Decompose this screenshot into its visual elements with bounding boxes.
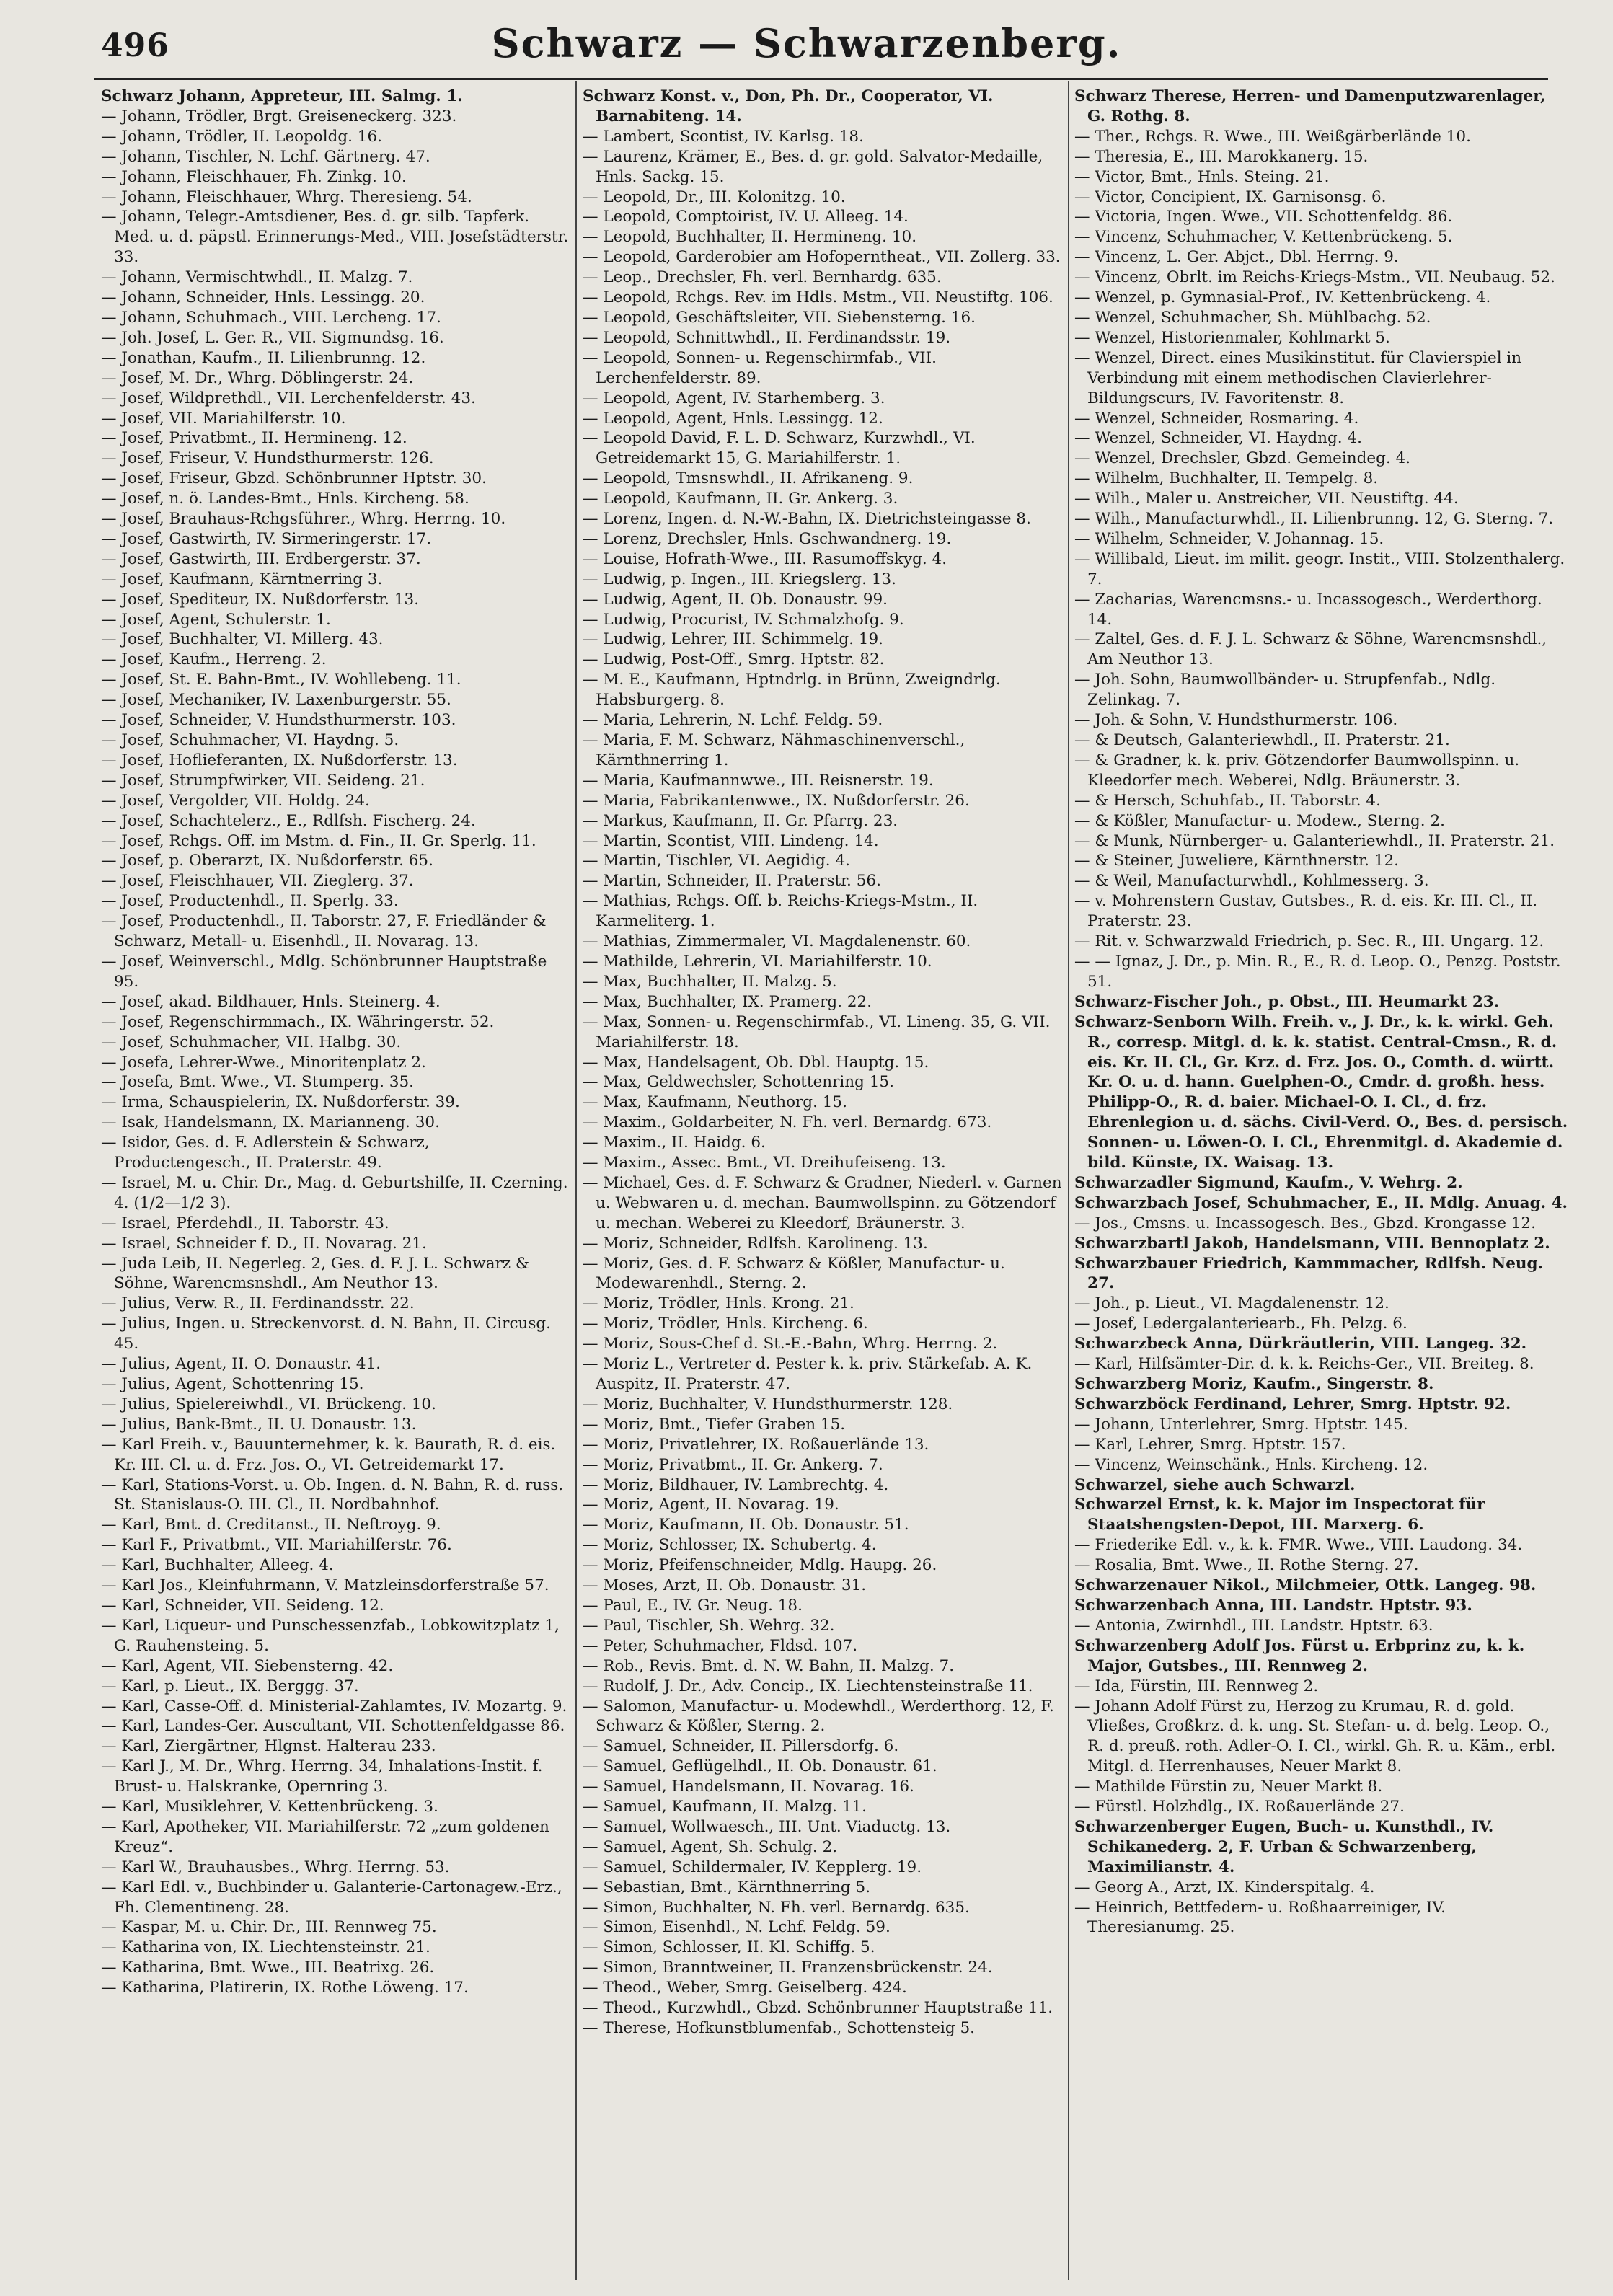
directory-entry: Schwarzbach Josef, Schuhmacher, E., II. Mdlg. Anuag. 4. [1074,1193,1568,1212]
directory-entry: — Ludwig, Agent, II. Ob. Donaustr. 99. [583,590,888,609]
directory-entry: — Martin, Tischler, VI. Aegidig. 4. [583,852,850,870]
directory-entry: — Karl Jos., Kleinfuhrmann, V. Matzleinsdorferstraße 57. [101,1576,549,1595]
directory-entry: — Salomon, Manufactur- u. Modewhdl., Werderthorg. 12, F. Schwarz & Kößler, Sterng. 2. [583,1697,1054,1736]
directory-entry: — Julius, Bank-Bmt., II. U. Donaustr. 13. [101,1415,417,1434]
directory-entry: — & Kößler, Manufactur- u. Modew., Sterng. 2. [1074,811,1445,830]
directory-entry: — Moses, Arzt, II. Ob. Donaustr. 31. [583,1576,867,1595]
directory-entry: — Josef, Regenschirmmach., IX. Währingerstr. 52. [101,1012,495,1031]
directory-entry: — Julius, Spielereiwhdl., VI. Brückeng. 10. [101,1395,436,1413]
directory-entry: — Isak, Handelsmann, IX. Marianneng. 30. [101,1113,440,1132]
directory-entry: — Josef, Ledergalanteriearb., Fh. Pelzg. 6. [1074,1315,1407,1333]
directory-entry: Schwarzenauer Nikol., Milchmeier, Ottk. Langeg. 98. [1074,1576,1537,1595]
directory-entry: — Max, Kaufmann, Neuthorg. 15. [583,1093,847,1112]
directory-entry: — Vincenz, Obrlt. im Reichs-Kriegs-Mstm., VII. Neubaug. 52. [1074,268,1555,287]
directory-entry: — Isidor, Ges. d. F. Adlerstein & Schwarz, Productengesch., II. Praterstr. 49. [101,1134,430,1173]
directory-entry: — Leopold David, F. L. D. Schwarz, Kurzwhdl., VI. Getreidemarkt 15, G. Mariahilferstr. 1. [583,429,976,468]
directory-entry: — Julius, Agent, II. O. Donaustr. 41. [101,1355,381,1374]
directory-entry: — Josef, Gastwirth, IV. Sirmeringerstr. 17. [101,529,432,548]
directory-entry: Schwarzenberger Eugen, Buch- u. Kunsthdl., IV. Schikanederg. 2, F. Urban & Schwarzenberg, Maximilianstr. 4. [1074,1817,1494,1876]
directory-entry: — Josef, Mechaniker, IV. Laxenburgerstr. 55. [101,691,451,710]
directory-entry: — Karl, Musiklehrer, V. Kettenbrückeng. 3. [101,1798,438,1816]
directory-entry: — Moriz, Agent, II. Novarag. 19. [583,1496,839,1514]
directory-entry: — Zacharias, Warencmsns.- u. Incassogesch., Werderthorg. 14. [1074,590,1542,629]
directory-entry: — Louise, Hofrath-Wwe., III. Rasumoffskyg. 4. [583,549,947,568]
directory-entry: — Theod., Weber, Smrg. Geiselberg. 424. [583,1979,907,1997]
directory-entry: — M. E., Kaufmann, Hptndrlg. in Brünn, Zweigndrlg. Habsburgerg. 8. [583,671,1001,710]
directory-entry: — Johann, Telegr.-Amtsdiener, Bes. d. gr. silb. Tapferk. Med. u. d. päpstl. Erinnerungs-Med., VIII. Josefstädterstr. 33. [101,208,569,267]
directory-entry: Schwarzadler Sigmund, Kaufm., V. Wehrg. 2. [1074,1173,1463,1192]
directory-entry: Schwarzbauer Friedrich, Kammmacher, Rdlfsh. Neug. 27. [1074,1254,1544,1293]
directory-entry: — Johann, Tischler, N. Lchf. Gärtnerg. 47. [101,147,430,166]
directory-entry: — Maria, Fabrikantenwwe., IX. Nußdorferstr. 26. [583,791,970,810]
directory-entry: — Moriz, Privatbmt., II. Gr. Ankerg. 7. [583,1455,883,1474]
directory-entry: — Maria, Kaufmannwwe., III. Reisnerstr. 19. [583,771,934,790]
directory-entry: — Leopold, Garderobier am Hofoperntheat., VII. Zollerg. 33. [583,248,1061,267]
directory-column-1 [101,87,570,2271]
directory-entry: Schwarzbartl Jakob, Handelsmann, VIII. Bennoplatz 2. [1074,1234,1550,1253]
directory-entry: — Josef, M. Dr., Whrg. Döblingerstr. 24. [101,368,414,387]
directory-entry: — Josefa, Lehrer-Wwe., Minoritenplatz 2. [101,1053,426,1072]
directory-entry: — Wenzel, Schneider, VI. Haydng. 4. [1074,429,1362,448]
directory-entry: — & Hersch, Schuhfab., II. Taborstr. 4. [1074,791,1381,810]
directory-entry: — Josef, Gastwirth, III. Erdbergerstr. 37. [101,549,421,568]
directory-entry: — Heinrich, Bettfedern- u. Roßhaarreiniger, IV. Theresianumg. 25. [1074,1898,1446,1937]
directory-entry: — Mathilde Fürstin zu, Neuer Markt 8. [1074,1778,1383,1796]
directory-entry: Schwarz-Senborn Wilh. Freih. v., J. Dr., k. k. wirkl. Geh. R., corresp. Mitgl. d. k. k. statist. Central-Cmsn., R. d. eis. Kr. II. Cl., Gr. Krz. d. Frz. Jos. O., Comth. d. württ. Kr. O. u. d. hann. Guelphen-O., Cmdr. d. großh. hess. Philipp-O., R. d. baier. Michael-O. I. Cl., d. frz. Ehrenlegion u. d. sächs. Civil-Verd. O., Bes. d. persisch. Sonnen- u. Löwen-O. I. Cl., Ehrenmitgl. d. Akademie d. bild. Künste, IX. Waisag. 13. [1074,1012,1568,1173]
directory-entry: — Johann, Schuhmach., VIII. Lercheng. 17. [101,308,441,327]
directory-entry: — Rudolf, J. Dr., Adv. Concip., IX. Liechtensteinstraße 11. [583,1677,1033,1695]
directory-entry: — Martin, Schneider, II. Praterstr. 56. [583,872,881,891]
directory-entry: — Josef, Hoflieferanten, IX. Nußdorferstr. 13. [101,751,458,769]
directory-entry: — Julius, Agent, Schottenring 15. [101,1375,364,1393]
directory-entry: — Ther., Rchgs. R. Wwe., III. Weißgärberlände 10. [1074,127,1471,146]
directory-entry: — Zaltel, Ges. d. F. J. L. Schwarz & Söhne, Warencmsnshdl., Am Neuthor 13. [1074,630,1547,669]
directory-entry: — Wilhelm, Buchhalter, II. Tempelg. 8. [1074,469,1379,488]
directory-entry: — Karl, Casse-Off. d. Ministerial-Zahlamtes, IV. Mozartg. 9. [101,1697,567,1716]
directory-entry: — Ludwig, Post-Off., Smrg. Hptstr. 82. [583,650,885,669]
directory-entry: — Wilh., Manufacturwhdl., II. Lilienbrunng. 12, G. Sterng. 7. [1074,510,1554,529]
directory-entry: — Moriz, Privatlehrer, IX. Roßauerlände 13. [583,1435,929,1454]
directory-entry: — Theresia, E., III. Marokkanerg. 15. [1074,147,1369,166]
directory-entry: — Josef, Privatbmt., II. Hermineng. 12. [101,429,407,448]
directory-entry: — Josef, n. ö. Landes-Bmt., Hnls. Kircheng. 58. [101,490,469,508]
directory-column-3 [1074,87,1568,2271]
directory-entry: — Samuel, Kaufmann, II. Malzg. 11. [583,1798,867,1816]
page-number: 496 [101,27,169,64]
directory-entry: — Julius, Ingen. u. Streckenvorst. d. N. Bahn, II. Circusg. 45. [101,1315,551,1354]
directory-entry: — Katharina von, IX. Liechtensteinstr. 21. [101,1938,430,1957]
directory-entry: Schwarzel, siehe auch Schwarzl. [1074,1475,1356,1494]
directory-entry: — Martin, Scontist, VIII. Lindeng. 14. [583,831,879,850]
directory-entry: — Johann Adolf Fürst zu, Herzog zu Krumau, R. d. gold. Vließes, Großkrz. d. k. ung. St. Stefan- u. d. belg. Leop. O., R. d. preuß. roth. Adler-O. I. Cl., wirkl. Gh. R. u. Käm., erbl. Mitgl. d. Herrenhauses, Neuer Markt 8. [1074,1697,1556,1776]
directory-entry: — Maria, F. M. Schwarz, Nähmaschinenverschl., Kärnthnerring 1. [583,731,965,769]
directory-entry: — Ida, Fürstin, III. Rennweg 2. [1074,1677,1319,1695]
directory-entry: — Moriz, Bildhauer, IV. Lambrechtg. 4. [583,1475,889,1494]
directory-entry: — Maria, Lehrerin, N. Lchf. Feldg. 59. [583,711,883,730]
directory-entry: — Moriz, Sous-Chef d. St.-E.-Bahn, Whrg. Herrng. 2. [583,1335,998,1354]
directory-entry: — Kaspar, M. u. Chir. Dr., III. Rennweg 75. [101,1918,437,1937]
column-divider [1068,81,1069,2280]
directory-entry: Schwarzböck Ferdinand, Lehrer, Smrg. Hptstr. 92. [1074,1395,1511,1413]
directory-entry: — Lambert, Scontist, IV. Karlsg. 18. [583,127,864,146]
directory-entry: — Joh. Sohn, Baumwollbänder- u. Strupfenfab., Ndlg. Zelinkag. 7. [1074,671,1496,710]
directory-entry: — Lorenz, Ingen. d. N.-W.-Bahn, IX. Dietrichsteingasse 8. [583,510,1031,529]
directory-entry: — Karl, Buchhalter, Alleeg. 4. [101,1556,334,1575]
directory-entry: — Leopold, Kaufmann, II. Gr. Ankerg. 3. [583,490,898,508]
directory-entry: — Josef, Kaufm., Herreng. 2. [101,650,327,669]
directory-entry: — Josef, Buchhalter, VI. Millerg. 43. [101,630,384,649]
directory-entry: — Josef, Brauhaus-Rchgsführer., Whrg. Herrng. 10. [101,510,506,529]
directory-entry: — Karl J., M. Dr., Whrg. Herrng. 34, Inhalations-Instit. f. Brust- u. Halskranke, Opernring 3. [101,1757,543,1796]
directory-entry: — Josef, Productenhdl., II. Taborstr. 27, F. Friedländer & Schwarz, Metall- u. Eisenhdl., II. Novarag. 13. [101,912,547,951]
directory-entry: — & Gradner, k. k. priv. Götzendorfer Baumwollspinn. u. Kleedorfer mech. Weberei, Ndlg. Bräunerstr. 3. [1074,751,1520,790]
directory-entry: — Mathias, Zimmermaler, VI. Magdalenenstr. 60. [583,932,971,951]
directory-entry: — Katharina, Bmt. Wwe., III. Beatrixg. 26. [101,1959,435,1977]
directory-entry: — Katharina, Platirerin, IX. Rothe Löweng. 17. [101,1979,469,1997]
directory-entry: — Karl Edl. v., Buchbinder u. Galanterie-Cartonagew.-Erz., Fh. Clementineng. 28. [101,1878,562,1917]
directory-entry: Schwarzberg Moriz, Kaufm., Singerstr. 8. [1074,1375,1434,1393]
directory-entry: — Karl, Landes-Ger. Auscultant, VII. Schottenfeldgasse 86. [101,1717,565,1736]
directory-entry: — Michael, Ges. d. F. Schwarz & Gradner, Niederl. v. Garnen u. Webwaren u. d. mechan. Baumwollspinn. zu Götzendorf u. mechan. Weberei zu Kleedorf, Bräunerstr. 3. [583,1173,1062,1232]
directory-entry: — Mathias, Rchgs. Off. b. Reichs-Kriegs-Mstm., II. Karmeliterg. 1. [583,892,978,931]
directory-entry: — Josef, Rchgs. Off. im Mstm. d. Fin., II. Gr. Sperlg. 11. [101,831,536,850]
directory-entry: — Wenzel, Drechsler, Gbzd. Gemeindeg. 4. [1074,449,1411,468]
directory-entry: — Ludwig, p. Ingen., III. Kriegslerg. 13. [583,570,896,588]
directory-entry: — Wilhelm, Schneider, V. Johannag. 15. [1074,529,1384,548]
directory-entry: — Karl F., Privatbmt., VII. Mariahilferstr. 76. [101,1536,452,1555]
directory-entry: — Joh., p. Lieut., VI. Magdalenenstr. 12. [1074,1294,1389,1313]
directory-entry: — Josef, Schuhmacher, VII. Halbg. 30. [101,1033,402,1051]
directory-entry: — Vincenz, Schuhmacher, V. Kettenbrückeng. 5. [1074,228,1453,247]
directory-entry: — Maxim., II. Haidg. 6. [583,1134,766,1152]
directory-entry: — Maxim., Goldarbeiter, N. Fh. verl. Bernardg. 673. [583,1113,992,1132]
directory-entry: — Josef, Wildprethdl., VII. Lerchenfelderstr. 43. [101,389,476,407]
directory-entry: — Karl, Lehrer, Smrg. Hptstr. 157. [1074,1435,1346,1454]
directory-entry: — Samuel, Schneider, II. Pillersdorfg. 6. [583,1737,899,1756]
directory-entry: — Israel, M. u. Chir. Dr., Mag. d. Geburtshilfe, II. Czerning. 4. (1/2—1/2 3). [101,1173,568,1212]
directory-entry: — Leopold, Schnittwhdl., II. Ferdinandsstr. 19. [583,328,951,347]
directory-entry: — Johann, Fleischhauer, Whrg. Theresieng. 54. [101,187,472,206]
directory-entry: — Rob., Revis. Bmt. d. N. W. Bahn, II. Malzg. 7. [583,1656,955,1675]
directory-entry: — Johann, Trödler, Brgt. Greiseneckerg. 323. [101,107,457,125]
directory-entry: — Johann, Trödler, II. Leopoldg. 16. [101,127,383,146]
directory-entry: — Maxim., Assec. Bmt., VI. Dreihufeiseng. 13. [583,1154,946,1173]
directory-entry: — Max, Buchhalter, II. Malzg. 5. [583,972,837,991]
directory-entry: — Karl, Stations-Vorst. u. Ob. Ingen. d. N. Bahn, R. d. russ. St. Stanislaus-O. III. Cl., II. Nordbahnhof. [101,1475,564,1514]
directory-entry: — Sebastian, Bmt., Kärnthnerring 5. [583,1878,871,1897]
directory-entry: — Samuel, Geflügelhdl., II. Ob. Donaustr. 61. [583,1757,937,1776]
directory-entry: — Julius, Verw. R., II. Ferdinandsstr. 22. [101,1294,415,1313]
directory-entry: Schwarzel Ernst, k. k. Major im Inspectorat für Staatshengsten-Depot, III. Marxerg. 6. [1074,1496,1485,1535]
directory-entry: — Victoria, Ingen. Wwe., VII. Schottenfeldg. 86. [1074,208,1453,226]
directory-entry: — Vincenz, Weinschänk., Hnls. Kircheng. 12. [1074,1455,1428,1474]
directory-entry: — Wenzel, Direct. eines Musikinstitut. für Clavierspiel in Verbindung mit einem methodischen Clavierlehrer-Bildungscurs, IV. Favoritenstr. 8. [1074,348,1522,407]
directory-entry: — & Deutsch, Galanteriewhdl., II. Praterstr. 21. [1074,731,1450,749]
directory-entry: — Moriz, Trödler, Hnls. Krong. 21. [583,1294,854,1313]
directory-entry: — & Weil, Manufacturwhdl., Kohlmesserg. 3. [1074,872,1429,891]
directory-entry: — Karl, Bmt. d. Creditanst., II. Neftroyg. 9. [101,1516,441,1535]
directory-entry: — Leopold, Tmsnswhdl., II. Afrikaneng. 9. [583,469,914,488]
directory-entry: — Karl, Apotheker, VII. Mariahilferstr. 72 „zum goldenen Kreuz“. [101,1817,549,1856]
column-divider [575,81,577,2280]
directory-entry: — Karl, Agent, VII. Siebensterng. 42. [101,1656,394,1675]
directory-entry: — Wilh., Maler u. Anstreicher, VII. Neustiftg. 44. [1074,490,1459,508]
directory-entry: — Simon, Schlosser, II. Kl. Schiffg. 5. [583,1938,875,1957]
directory-entry: — — Ignaz, J. Dr., p. Min. R., E., R. d. Leop. O., Penzg. Poststr. 51. [1074,952,1561,991]
directory-entry: — Samuel, Handelsmann, II. Novarag. 16. [583,1778,914,1796]
directory-entry: — Therese, Hofkunstblumenfab., Schottensteig 5. [583,2019,975,2037]
directory-entry: — Max, Handelsagent, Ob. Dbl. Hauptg. 15. [583,1053,929,1072]
directory-entry: — Simon, Buchhalter, N. Fh. verl. Bernardg. 635. [583,1898,970,1917]
directory-entry: — Josef, Vergolder, VII. Holdg. 24. [101,791,370,810]
directory-entry: — Moriz L., Vertreter d. Pester k. k. priv. Stärkefab. A. K. Auspitz, II. Praterstr. 47. [583,1355,1033,1393]
directory-entry: — Josef, Spediteur, IX. Nußdorferstr. 13. [101,590,420,609]
directory-entry: — Josef, Schachtelerz., E., Rdlfsh. Fischerg. 24. [101,811,476,830]
directory-entry: — Moriz, Trödler, Hnls. Kircheng. 6. [583,1315,868,1333]
directory-entry: — Josef, Kaufmann, Kärntnerring 3. [101,570,383,588]
directory-entry: — Samuel, Schildermaler, IV. Kepplerg. 19. [583,1858,922,1876]
directory-entry: — Israel, Schneider f. D., II. Novarag. 21. [101,1234,427,1253]
directory-entry: — Leopold, Sonnen- u. Regenschirmfab., VII. Lerchenfelderstr. 89. [583,348,937,387]
directory-entry: — Laurenz, Krämer, E., Bes. d. gr. gold. Salvator-Medaille, Hnls. Sackg. 15. [583,147,1043,186]
directory-entry: — Victor, Bmt., Hnls. Steing. 21. [1074,167,1330,186]
directory-entry: Schwarz-Fischer Joh., p. Obst., III. Heumarkt 23. [1074,992,1500,1011]
directory-entry: — Moriz, Kaufmann, II. Ob. Donaustr. 51. [583,1516,909,1535]
directory-entry: Schwarzenberg Adolf Jos. Fürst u. Erbprinz zu, k. k. Major, Gutsbes., III. Rennweg 2. [1074,1636,1525,1675]
directory-entry: — & Steiner, Juweliere, Kärnthnerstr. 12. [1074,852,1399,870]
directory-entry: — Moriz, Schneider, Rdlfsh. Karolineng. 13. [583,1234,928,1253]
directory-entry: — Ludwig, Lehrer, III. Schimmelg. 19. [583,630,884,649]
directory-entry: — Mathilde, Lehrerin, VI. Mariahilferstr. 10. [583,952,932,971]
directory-entry: — Karl, p. Lieut., IX. Berggg. 37. [101,1677,359,1695]
directory-entry: — Irma, Schauspielerin, IX. Nußdorferstr. 39. [101,1093,460,1112]
directory-entry: — Israel, Pferdehdl., II. Taborstr. 43. [101,1214,389,1232]
directory-entry: — Max, Sonnen- u. Regenschirmfab., VI. Lineng. 35, G. VII. Mariahilferstr. 18. [583,1012,1051,1051]
directory-entry: — Josef, Productenhdl., II. Sperlg. 33. [101,892,399,911]
directory-entry: — Moriz, Ges. d. F. Schwarz & Kößler, Manufactur- u. Modewarenhdl., Sterng. 2. [583,1254,1005,1293]
page-title: Schwarz — Schwarzenberg. [491,20,1122,66]
directory-entry: Schwarz Therese, Herren- und Damenputzwarenlager, G. Rothg. 8. [1074,87,1546,125]
directory-entry: — Moriz, Bmt., Tiefer Graben 15. [583,1415,846,1434]
directory-entry: — Antonia, Zwirnhdl., III. Landstr. Hptstr. 63. [1074,1616,1433,1635]
directory-entry: — Johann, Schneider, Hnls. Lessingg. 20. [101,288,425,307]
directory-entry: — Victor, Concipient, IX. Garnisonsg. 6. [1074,187,1387,206]
directory-entry: — Samuel, Agent, Sh. Schulg. 2. [583,1837,838,1856]
directory-entry: — Josef, p. Oberarzt, IX. Nußdorferstr. 65. [101,852,433,870]
directory-entry: — Josef, akad. Bildhauer, Hnls. Steinerg. 4. [101,992,441,1011]
header-rule [94,78,1548,80]
directory-entry: — Karl, Liqueur- und Punschessenzfab., Lobkowitzplatz 1, G. Rauhensteing. 5. [101,1616,560,1655]
directory-entry: — Wenzel, Historienmaler, Kohlmarkt 5. [1074,328,1390,347]
directory-entry: Schwarzenbach Anna, III. Landstr. Hptstr. 93. [1074,1596,1472,1615]
directory-entry: — Leopold, Comptoirist, IV. U. Alleeg. 14. [583,208,909,226]
directory-entry: — Peter, Schuhmacher, Fldsd. 107. [583,1636,858,1655]
directory-entry: — Joh. Josef, L. Ger. R., VII. Sigmundsg. 16. [101,328,444,347]
directory-entry: — Leop., Drechsler, Fh. verl. Bernhardg. 635. [583,268,942,287]
directory-entry: — Karl, Ziergärtner, Hlgnst. Halterau 233. [101,1737,436,1756]
directory-entry: — Jonathan, Kaufm., II. Lilienbrunng. 12. [101,348,426,367]
directory-entry: — Max, Buchhalter, IX. Pramerg. 22. [583,992,872,1011]
directory-entry: — Karl, Schneider, VII. Seideng. 12. [101,1596,384,1615]
directory-entry: — Wenzel, Schneider, Rosmaring. 4. [1074,409,1359,428]
directory-entry: — Markus, Kaufmann, II. Gr. Pfarrg. 23. [583,811,898,830]
directory-entry: — Johann, Fleischhauer, Fh. Zinkg. 10. [101,167,407,186]
directory-entry: — Leopold, Agent, IV. Starhemberg. 3. [583,389,885,407]
directory-entry: — Johann, Vermischtwhdl., II. Malzg. 7. [101,268,413,287]
directory-entry: — Simon, Eisenhdl., N. Lchf. Feldg. 59. [583,1918,891,1937]
directory-entry: — Karl W., Brauhausbes., Whrg. Herrng. 53. [101,1858,450,1876]
directory-entry: — Wenzel, p. Gymnasial-Prof., IV. Kettenbrückeng. 4. [1074,288,1491,307]
directory-entry: — Moriz, Buchhalter, V. Hundsthurmerstr. 128. [583,1395,953,1413]
directory-entry: — v. Mohrenstern Gustav, Gutsbes., R. d. eis. Kr. III. Cl., II. Praterstr. 23. [1074,892,1538,931]
directory-entry: — Leopold, Agent, Hnls. Lessingg. 12. [583,409,883,428]
directory-column-2 [583,87,1062,2271]
directory-entry: — Samuel, Wollwaesch., III. Unt. Viaductg. 13. [583,1817,951,1836]
directory-entry: — Karl, Hilfsämter-Dir. d. k. k. Reichs-Ger., VII. Breiteg. 8. [1074,1355,1534,1374]
directory-entry: — Josefa, Bmt. Wwe., VI. Stumperg. 35. [101,1073,414,1092]
directory-entry: — Josef, Strumpfwirker, VII. Seideng. 21. [101,771,425,790]
directory-entry: — Leopold, Buchhalter, II. Hermineng. 10. [583,228,917,247]
directory-entry: — Wenzel, Schuhmacher, Sh. Mühlbachg. 52. [1074,308,1431,327]
directory-entry: — Moriz, Pfeifenschneider, Mdlg. Haupg. 26. [583,1556,937,1575]
directory-entry: — Georg A., Arzt, IX. Kinderspitalg. 4. [1074,1878,1375,1897]
directory-entry: — Karl Freih. v., Bauunternehmer, k. k. Baurath, R. d. eis. Kr. III. Cl. u. d. Frz. Jos. O., VI. Getreidemarkt 17. [101,1435,556,1474]
directory-entry: — Juda Leib, II. Negerleg. 2, Ges. d. F. J. L. Schwarz & Söhne, Warencmsnshdl., Am Neuthor 13. [101,1254,530,1293]
directory-entry: — Leopold, Dr., III. Kolonitzg. 10. [583,187,846,206]
directory-entry: — Joh. & Sohn, V. Hundsthurmerstr. 106. [1074,711,1398,730]
directory-entry: — Willibald, Lieut. im milit. geogr. Instit., VIII. Stolzenthalerg. 7. [1074,549,1565,588]
directory-entry: — Josef, St. E. Bahn-Bmt., IV. Wohllebeng. 11. [101,671,461,689]
directory-entry: — Rosalia, Bmt. Wwe., II. Rothe Sterng. 27. [1074,1556,1419,1575]
directory-entry: — Fürstl. Holzhdlg., IX. Roßauerlände 27. [1074,1798,1405,1816]
directory-entry: — Ludwig, Procurist, IV. Schmalzhofg. 9. [583,610,904,629]
directory-entry: — Simon, Branntweiner, II. Franzensbrückenstr. 24. [583,1959,993,1977]
directory-entry: — Josef, Fleischhauer, VII. Zieglerg. 37. [101,872,414,891]
directory-entry: — Josef, Weinverschl., Mdlg. Schönbrunner Hauptstraße 95. [101,952,547,991]
directory-entry: — Josef, Friseur, V. Hundsthurmerstr. 126. [101,449,434,468]
directory-entry: — Lorenz, Drechsler, Hnls. Gschwandnerg. 19. [583,529,952,548]
directory-entry: — Leopold, Geschäftsleiter, VII. Siebensterng. 16. [583,308,976,327]
directory-entry: — Leopold, Rchgs. Rev. im Hdls. Mstm., VII. Neustiftg. 106. [583,288,1053,307]
directory-entry: — Josef, VII. Mariahilferstr. 10. [101,409,346,428]
directory-entry: Schwarz Johann, Appreteur, III. Salmg. 1. [101,87,463,105]
directory-entry: Schwarz Konst. v., Don, Ph. Dr., Cooperator, VI. Barnabiteng. 14. [583,87,994,125]
directory-entry: Schwarzbeck Anna, Dürkräutlerin, VIII. Langeg. 32. [1074,1335,1527,1354]
directory-entry: — Josef, Agent, Schulerstr. 1. [101,610,331,629]
directory-entry: — & Munk, Nürnberger- u. Galanteriewhdl., II. Praterstr. 21. [1074,831,1555,850]
directory-entry: — Vincenz, L. Ger. Abjct., Dbl. Herrng. 9. [1074,248,1399,267]
directory-entry: — Johann, Unterlehrer, Smrg. Hptstr. 145. [1074,1415,1408,1434]
directory-entry: — Josef, Schneider, V. Hundsthurmerstr. 103. [101,711,456,730]
directory-entry: — Theod., Kurzwhdl., Gbzd. Schönbrunner Hauptstraße 11. [583,1999,1053,2018]
directory-entry: — Paul, E., IV. Gr. Neug. 18. [583,1596,803,1615]
directory-entry: — Paul, Tischler, Sh. Wehrg. 32. [583,1616,835,1635]
directory-entry: — Jos., Cmsns. u. Incassogesch. Bes., Gbzd. Krongasse 12. [1074,1214,1536,1232]
directory-entry: — Josef, Friseur, Gbzd. Schönbrunner Hptstr. 30. [101,469,487,488]
directory-entry: — Moriz, Schlosser, IX. Schubertg. 4. [583,1536,877,1555]
directory-entry: — Friederike Edl. v., k. k. FMR. Wwe., VIII. Laudong. 34. [1074,1536,1523,1555]
directory-entry: — Josef, Schuhmacher, VI. Haydng. 5. [101,731,399,749]
directory-entry: — Max, Geldwechsler, Schottenring 15. [583,1073,894,1092]
directory-entry: — Rit. v. Schwarzwald Friedrich, p. Sec. R., III. Ungarg. 12. [1074,932,1544,951]
